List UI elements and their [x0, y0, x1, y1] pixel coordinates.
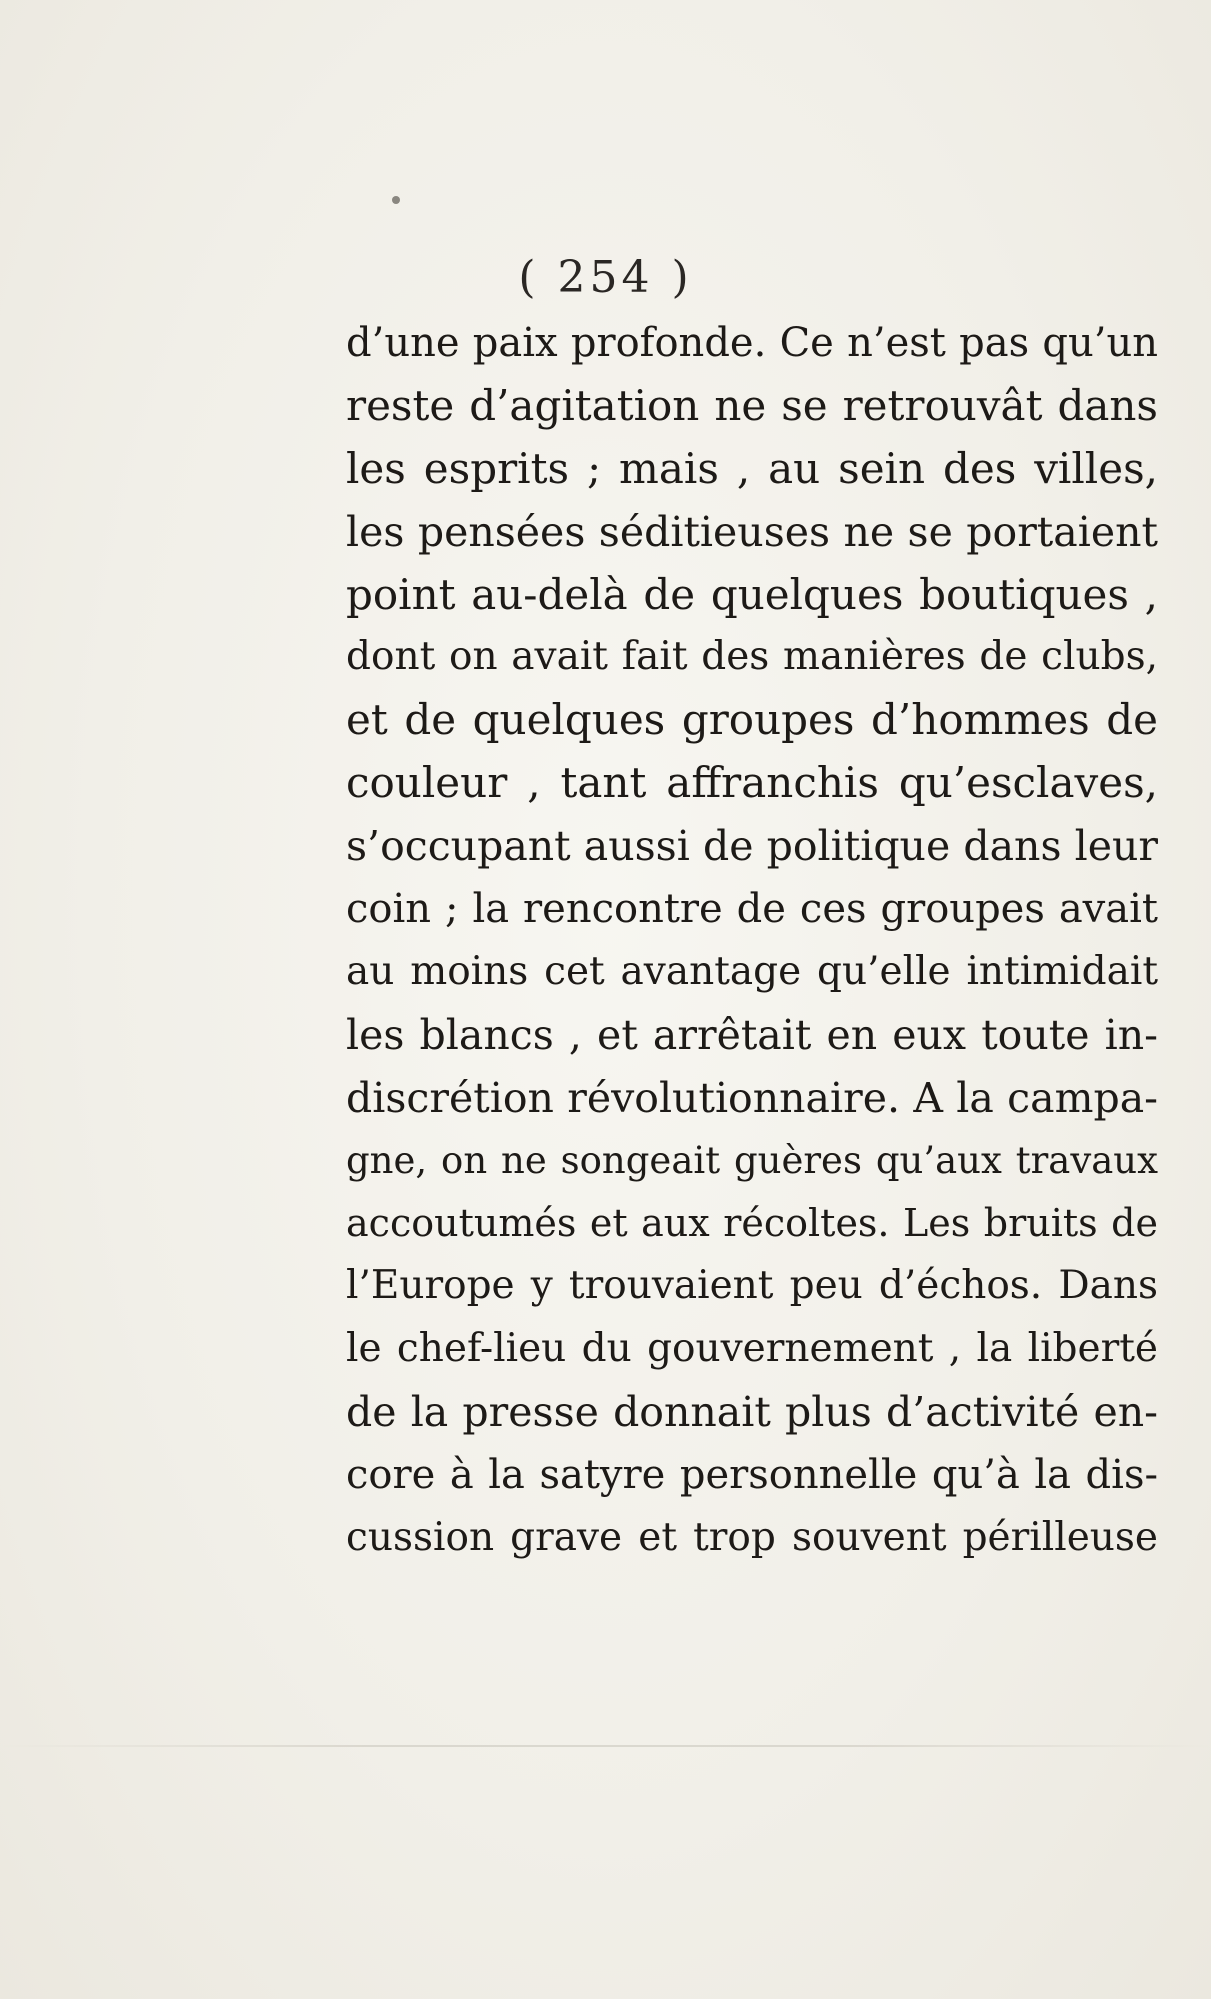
text-line: et de quelques groupes d’hommes de [346, 695, 1158, 745]
text-line: coin ; la rencontre de ces groupes avait [346, 886, 1158, 933]
text-line: d’une paix profonde. Ce n’est pas qu’un [346, 320, 1158, 366]
text-line: point au-delà de quelques boutiques , [346, 569, 1158, 619]
text-line: accoutumés et aux récoltes. Les bruits de [346, 1201, 1158, 1246]
text-line: les blancs , et arrêtait en eux toute in- [346, 1010, 1158, 1059]
text-line: s’occupant aussi de politique dans leur [346, 822, 1158, 871]
text-line: les esprits ; mais , au sein des villes, [346, 443, 1158, 493]
text-line: cussion grave et trop souvent périlleuse [346, 1514, 1158, 1560]
text-line: au moins cet avantage qu’elle intimidait [346, 948, 1158, 994]
text-line: reste d’agitation ne se retrouvât dans [346, 380, 1158, 430]
text-line: gne, on ne songeait guères qu’aux travaux [346, 1138, 1158, 1182]
text-line: dont on avait fait des manières de clubs, [346, 634, 1158, 680]
page-number: ( 254 ) [518, 252, 693, 303]
text-line: de la presse donnait plus d’activité en- [346, 1388, 1158, 1437]
page-fold-line [0, 1745, 1211, 1747]
text-line: le chef-lieu du gouvernement , la liberté [346, 1326, 1158, 1372]
text-line: discrétion révolutionnaire. A la campa- [346, 1073, 1158, 1122]
ink-speck [392, 196, 400, 204]
body-text [346, 312, 1158, 1570]
text-line: couleur , tant affranchis qu’esclaves, [346, 758, 1158, 808]
text-line: l’Europe y trouvaient peu d’échos. Dans [346, 1263, 1158, 1309]
text-line: les pensées séditieuses ne se portaient [346, 507, 1158, 556]
text-line: core à la satyre personnelle qu’à la dis- [346, 1452, 1158, 1499]
